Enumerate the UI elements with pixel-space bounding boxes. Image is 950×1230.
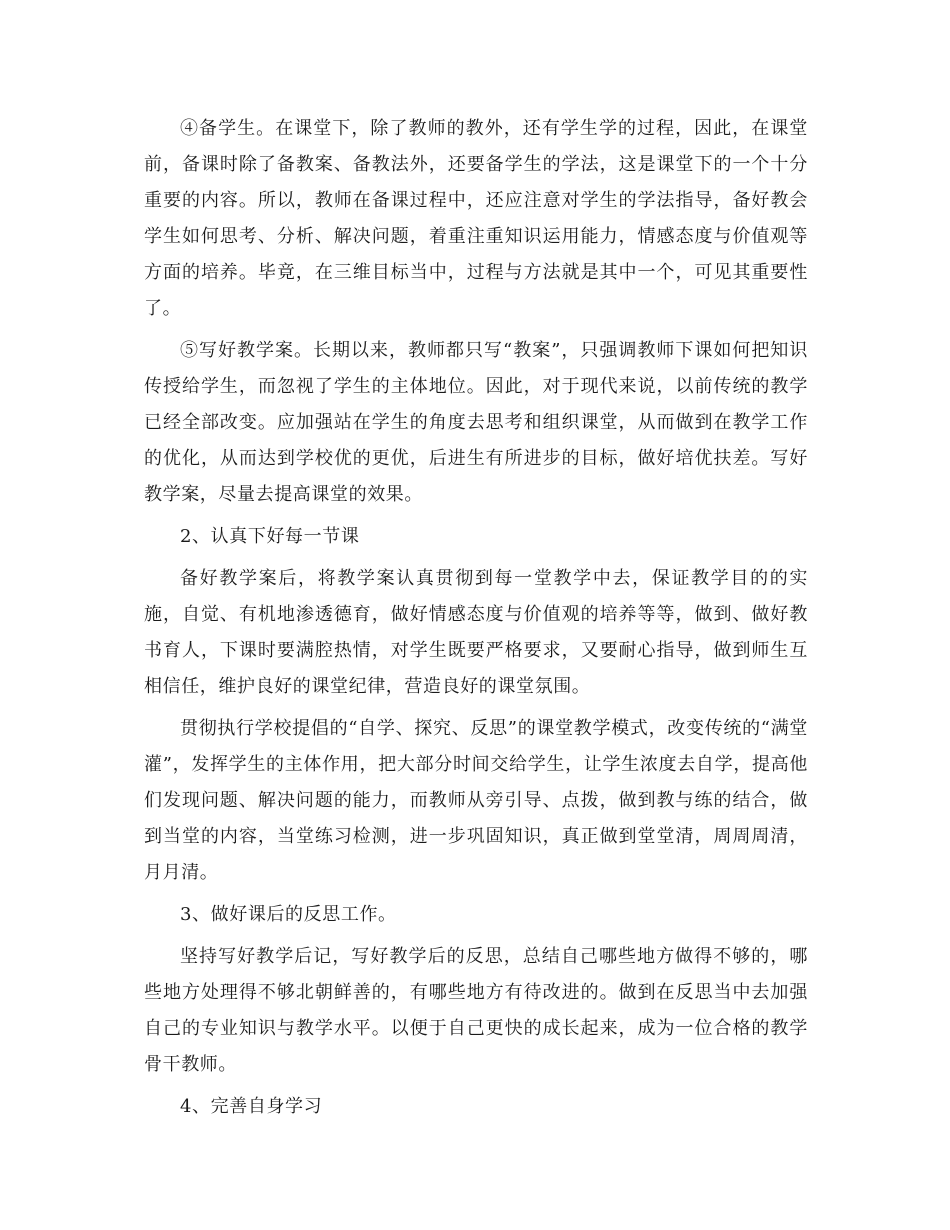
paragraph-reflection: 坚持写好教学后记，写好教学后的反思，总结自己哪些地方做得不够的，哪些地方处理得不够北朝鲜善的，有哪些地方有待改进的。做到在反思当中去加强自己的专业知识与教学水平。以便于自己更快的成长起来，成为一位合格的教学骨干教师。 [144,946,808,1075]
paragraph-teaching-mode: 贯彻执行学校提倡的“自学、探究、反思”的课堂教学模式，改变传统的“满堂灌”，发挥学生的主体作用，把大部分时间交给学生，让学生浓度去自学，提高他们发现问题、解决问题的能力，而教师从旁引导、点拨，做到教与练的结合，做到当堂的内容，当堂练习检测，进一步巩固知识，真正做到堂堂清，周周周清，月月清。 [144,718,808,883]
section-heading-3: 3、做好课后的反思工作。 [180,904,397,925]
paragraph-write-lesson-plan: ⑤写好教学案。长期以来，教师都只写“教案”，只强调教师下课如何把知识传授给学生，而忽视了学生的主体地位。因此，对于现代来说，以前传统的教学已经全部改变。应加强站在学生的角度去思考和组织课堂，从而做到在教学工作的优化，从而达到学校优的更优，后进生有所进步的目标，做好培优扶差。写好教学案，尽量去提高课堂的效果。 [144,340,808,505]
paragraph-prepare-students: ④备学生。在课堂下，除了教师的教外，还有学生学的过程，因此，在课堂前，备课时除了备教案、备教法外，还要备学生的学法，这是课堂下的一个十分重要的内容。所以，教师在备课过程中，还应注意对学生的学法指导，备好教会学生如何思考、分析、解决问题，着重注重知识运用能力，情感态度与价值观等方面的培养。毕竟，在三维目标当中，过程与方法就是其中一个，可见其重要性了。 [144,118,808,319]
section-heading-2: 2、认真下好每一节课 [180,526,360,547]
section-heading-4: 4、完善自身学习 [180,1096,323,1117]
document-page [144,111,808,1125]
paragraph-teach-each-class: 备好教学案后，将教学案认真贯彻到每一堂教学中去，保证教学目的的实施，自觉、有机地渗透德育，做好情感态度与价值观的培养等等，做到、做好教书育人，下课时要满腔热情，对学生既要严格要求，又要耐心指导，做到师生互相信任，维护良好的课堂纪律，营造良好的课堂氛围。 [144,568,808,697]
